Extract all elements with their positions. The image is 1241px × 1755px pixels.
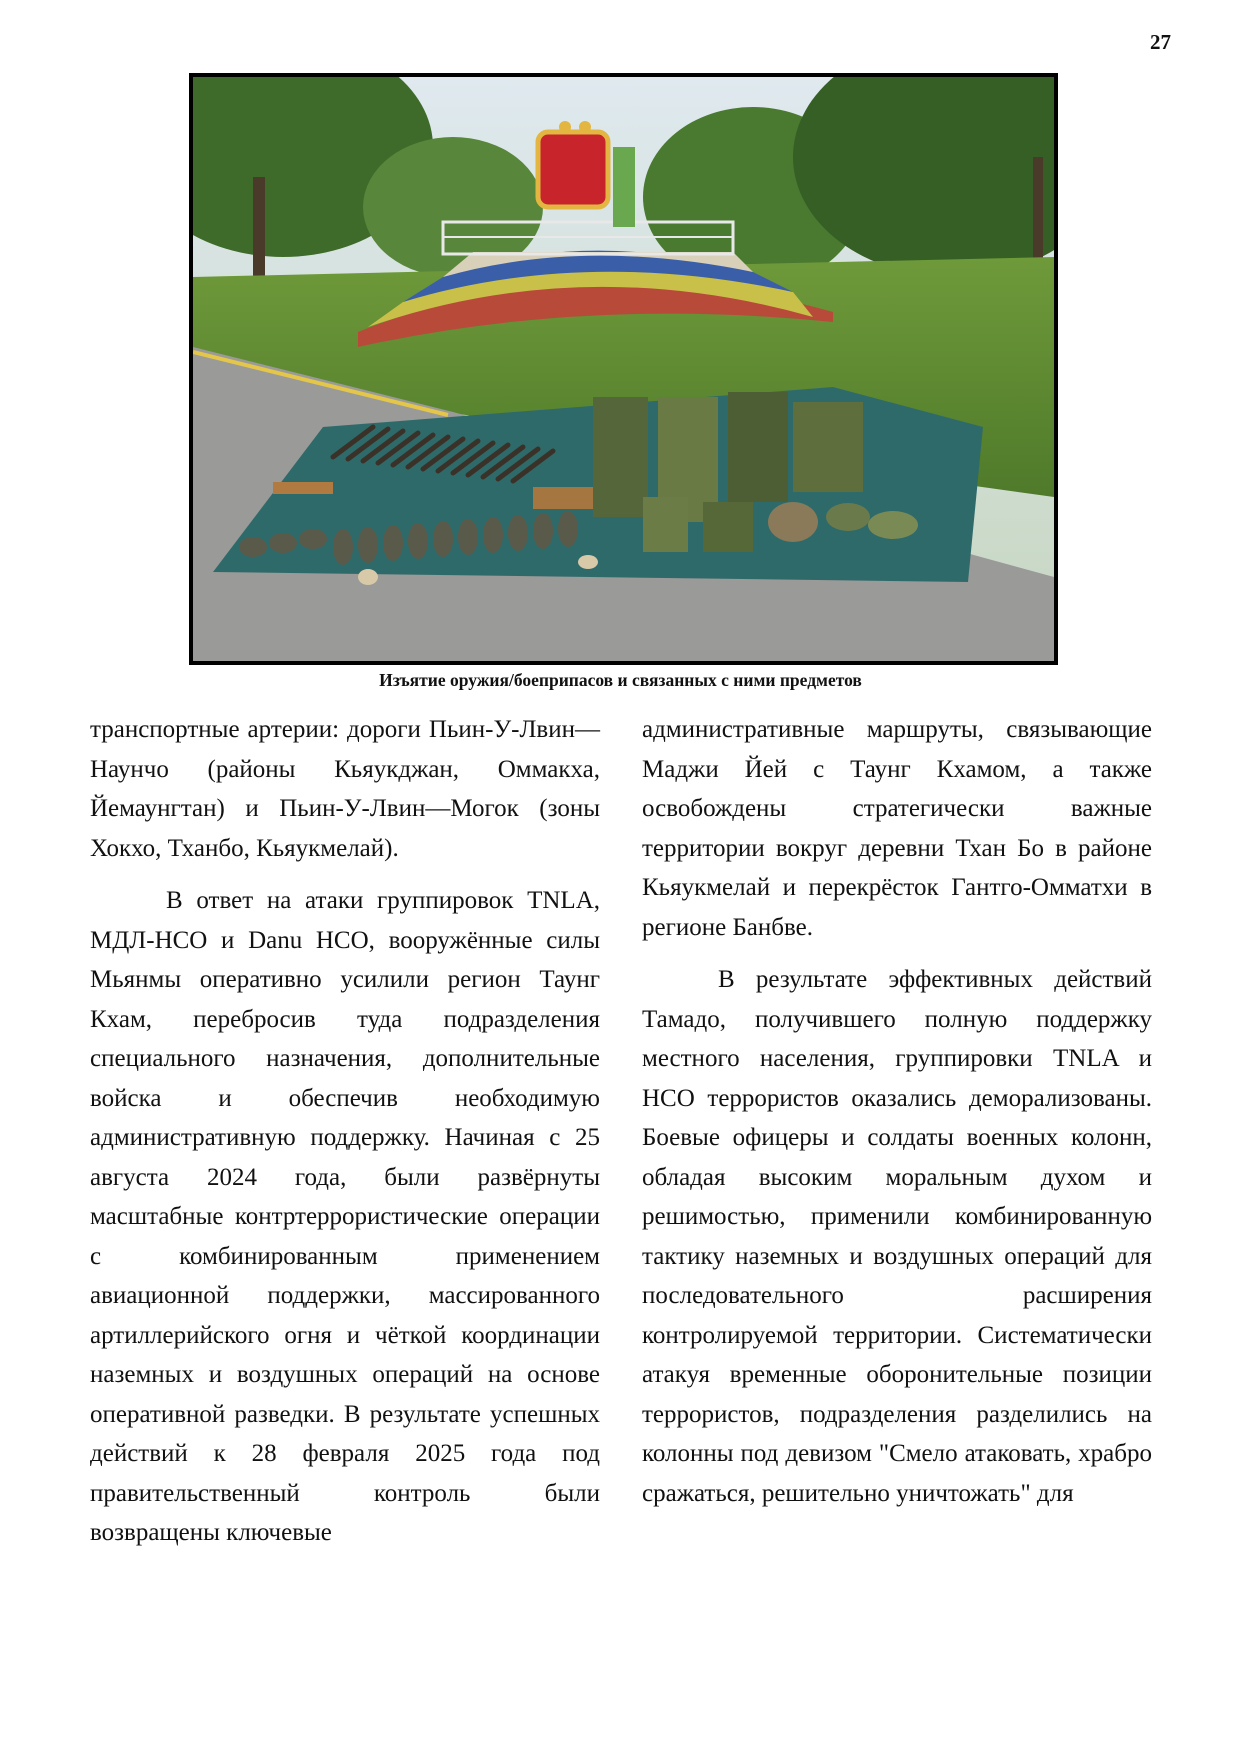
monument-sign <box>538 132 608 207</box>
paragraph: административные маршруты, связывающие Маджи Йей с Таунг Кхамом, а также освобождены стратегически важные территории вокруг деревни Тхан Бо в районе Кьяукмелай и перекрёсток Гантго-Омматхи в регионе Банбве. <box>642 716 1152 941</box>
seized-weapons-photo <box>189 73 1058 665</box>
photo-illustration <box>193 77 1054 661</box>
paragraph: В ответ на атаки группировок TNLA, МДЛ-НСО и Danu НСО, вооружённые силы Мьянмы оперативно усилили регион Таунг Кхам, перебросив туда подразделения специального назначения, дополнительные войска и обеспечив необходимую административную поддержку. Начиная с 25 августа 2024 года, были развёрнуты масштабные контртеррористические операции с комбинированным применением авиационной поддержки, массированного артиллерийского огня и чёткой координации наземных и воздушных операций на основе оперативной разведки. В результате успешных действий к 28 февраля 2025 года под правительственный контроль были возвращены ключевые <box>90 887 600 1546</box>
figure-caption: Изъятие оружия/боеприпасов и связанных с ними предметов <box>379 670 862 690</box>
paragraph: транспортные артерии: дороги Пьин-У-Лвин—Наунчо (районы Кьяукджан, Оммакха, Йемаунгтан) и Пьин-У-Лвин—Могок (зоны Хокхо, Тханбо, Кьяукмелай). <box>90 716 600 862</box>
page-number: 27 <box>1150 30 1171 54</box>
paragraph: В результате эффективных действий Тамадо, получившего полную поддержку местного населения, группировки TNLA и НСО террористов оказались деморализованы. Боевые офицеры и солдаты военных колонн, обладая высоким моральным духом и решимостью, применили комбинированную тактику наземных и воздушных операций для последовательного расширения контролируемой территории. Систематически атакуя временные оборонительные позиции террористов, подразделения разделились на колонны под девизом "Смело атаковать, храбро сражаться, решительно уничтожать" для <box>642 966 1152 1507</box>
text-column-left <box>90 710 600 1553</box>
text-column-right <box>642 710 1152 1513</box>
helmet <box>768 502 818 542</box>
